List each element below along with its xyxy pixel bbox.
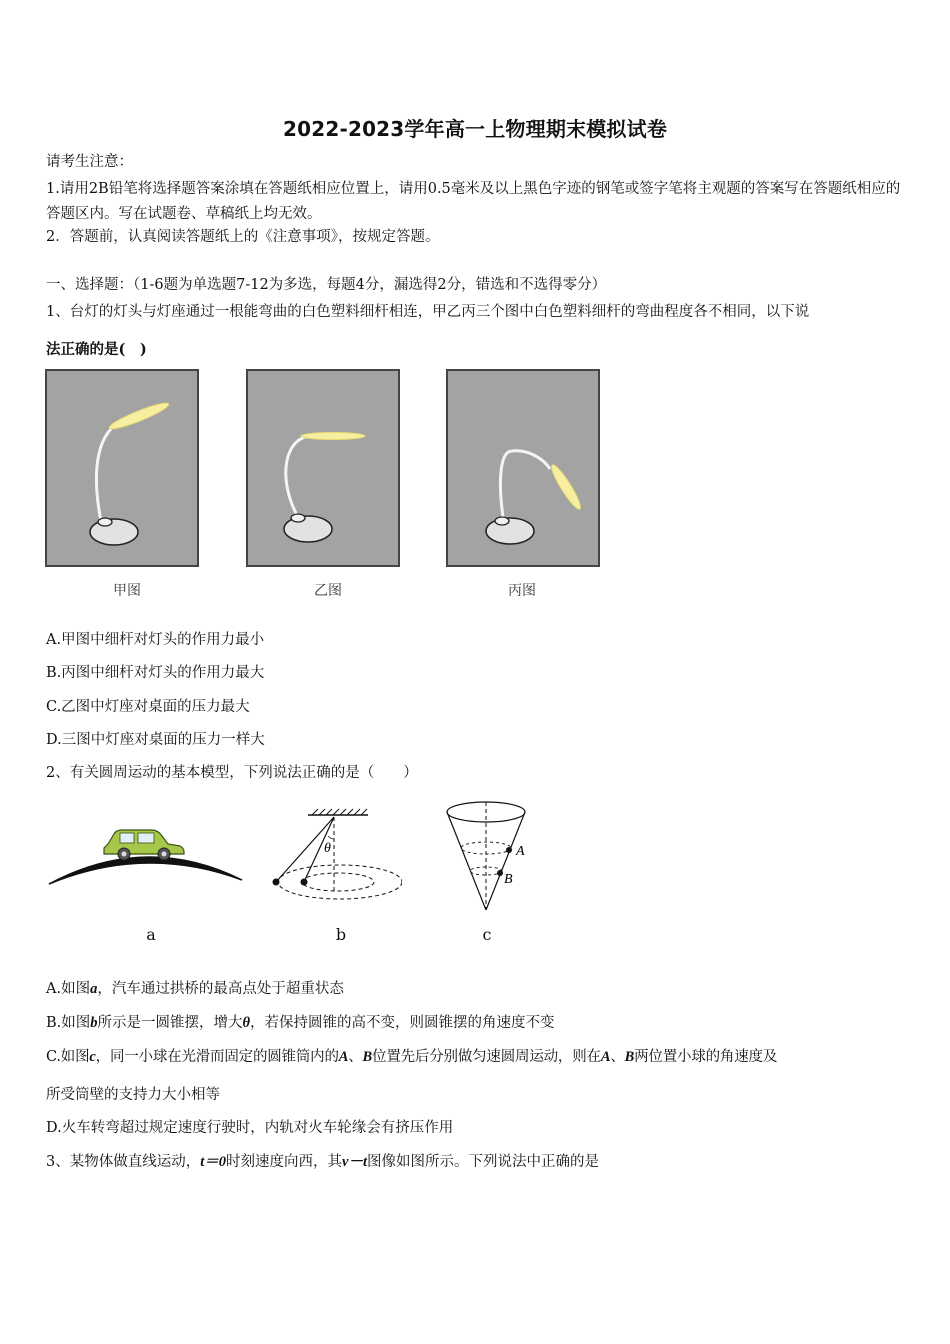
caption-jia: 甲图 (113, 583, 141, 599)
point-b-label: B (504, 872, 513, 887)
q1-option-d: D.三图中灯座对桌面的压力一样大 (46, 732, 265, 748)
q2-option-a: A.如图a，汽车通过拱桥的最高点处于超重状态 (46, 981, 344, 997)
q2-option-b: B.如图b所示是一圆锥摆，增大θ，若保持圆锥的高不变，则圆锥摆的角速度不变 (46, 1015, 555, 1031)
q2-stem: 2、有关圆周运动的基本模型，下列说法正确的是（ ） (46, 765, 418, 781)
q3-stem: 3、某物体做直线运动，t＝0时刻速度向西，其v－t图像如图所示。下列说法中正确的是 (46, 1154, 599, 1170)
lamp-figure-bing (446, 369, 600, 567)
caption-bing: 丙图 (508, 583, 536, 599)
q1-option-a: A.甲图中细杆对灯头的作用力最小 (46, 632, 265, 648)
figure-b-label: b (335, 925, 347, 944)
q2-option-c-line1: C.如图c，同一小球在光滑而固定的圆锥筒内的A、B位置先后分别做匀速圆周运动，则在A、B两位置小球的角速度及 (46, 1049, 778, 1065)
q1-stem-line2: 法正确的是( ) (46, 341, 147, 358)
caption-yi: 乙图 (314, 583, 342, 599)
theta-label: θ (324, 841, 331, 856)
figure-a-arch-bridge (46, 822, 246, 894)
q2-option-c-line2: 所受筒壁的支持力大小相等 (46, 1087, 220, 1103)
notice-item-1: 1.请用2B铅笔将选择题答案涂填在答题纸相应位置上，请用0.5毫米及以上黑色字迹的钢笔或签字笔将主观题的答案写在答题纸相应的答题区内。写在试题卷、草稿纸上均无效。 (46, 181, 901, 222)
figure-c-label: c (482, 925, 492, 944)
point-a-label: A (516, 844, 525, 859)
figure-a-label: a (146, 925, 156, 944)
q2-option-d: D.火车转弯超过规定速度行驶时，内轨对火车轮缘会有挤压作用 (46, 1120, 454, 1136)
figure-c-cone (444, 800, 540, 918)
notice-item-2: 2．答题前，认真阅读答题纸上的《注意事项》，按规定答题。 (46, 229, 440, 245)
notice-heading: 请考生注意： (46, 154, 133, 170)
q1-stem-line1: 1、台灯的灯头与灯座通过一根能弯曲的白色塑料细杆相连，甲乙丙三个图中白色塑料细杆的弯曲程度各不相同，以下说 (46, 304, 810, 320)
figure-b-conical-pendulum (268, 808, 402, 908)
lamp-figure-yi (246, 369, 400, 567)
q1-option-b: B.丙图中细杆对灯头的作用力最大 (46, 665, 265, 681)
q1-option-c: C.乙图中灯座对桌面的压力最大 (46, 699, 250, 715)
lamp-figure-jia (45, 369, 199, 567)
page-title: 2022-2023学年高一上物理期末模拟试卷 (282, 117, 668, 141)
lamp-yi-drawing (248, 371, 398, 565)
lamp-jia-drawing (47, 371, 197, 565)
car-icon (104, 830, 184, 860)
section-heading: 一、选择题：（1-6题为单选题7-12为多选，每题4分，漏选得2分，错选和不选得零分） (46, 277, 607, 293)
lamp-bing-drawing (448, 371, 598, 565)
